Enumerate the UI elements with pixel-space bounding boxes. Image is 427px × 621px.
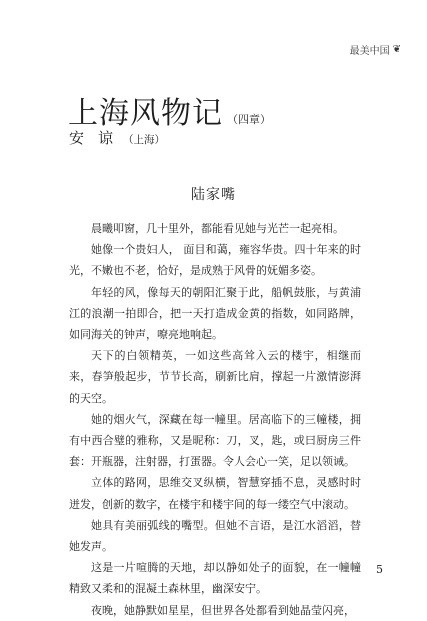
paragraph: 夜晚，她静默如星星，但世界各处都看到她晶莹闪亮， xyxy=(91,603,355,617)
paragraph: 她的烟火气，深藏在每一幢里。居高临下的三幢楼，拥有中西合璧的雅称，又是昵称：刀，叉，匙，或曰厨房三件套：开瓶器，注射器，打蛋器。令人会心一笑，足以领诫。 xyxy=(69,412,361,469)
page-number: 5 xyxy=(376,563,383,576)
paragraph: 立体的路网，思维交叉纵横，智慧穿插不息，灵感时时迸发，创新的数字，在楼宇和楼宇间的每一缕空气中滚动。 xyxy=(69,476,361,511)
author-location: （上海） xyxy=(123,134,166,146)
column-label: 最美中国 xyxy=(349,46,390,57)
chapter-count: （四章） xyxy=(227,113,271,126)
author-name: 安谅 xyxy=(69,129,128,147)
article-body xyxy=(69,218,361,621)
paragraph: 晨曦叩窗，几十里外，都能看见她与光芒一起亮相。 xyxy=(91,222,344,235)
main-title: 上海风物记 xyxy=(68,96,223,131)
column-header xyxy=(350,42,401,57)
author-line xyxy=(69,127,165,148)
paragraph: 她具有美丽弧线的嘴型。但她不言语，是江水滔滔，替她发声。 xyxy=(69,518,361,554)
section-title: 陆家嘴 xyxy=(191,187,236,203)
paragraph: 天下的白领精英，一如这些高耸入云的楼宇，相继而来，春笋般起步，节节长高，刷新比肩，撑起一片激情澎湃的天空。 xyxy=(69,349,361,405)
article-title xyxy=(68,88,271,132)
paragraph: 这是一片喧腾的天地，却以静如处子的面貌，在一幢幢精致又柔和的混凝土森林里，幽深安宁。 xyxy=(69,561,361,596)
ornament-icon: ❦ xyxy=(392,44,401,55)
paragraph: 她像一个贵妇人， 面目和蔼，雍容华贵。四十年来的时光，不嫩也不老，恰好，是成熟于风骨的妩媚多姿。 xyxy=(69,243,361,278)
paragraph: 年轻的风，像每天的朝阳汇聚于此，船帆鼓胀，与黄浦江的浪潮一拍即合，把一天打造成金黄的指数，如同路牌，如同海关的钟声，嘹亮地响起。 xyxy=(69,285,361,342)
